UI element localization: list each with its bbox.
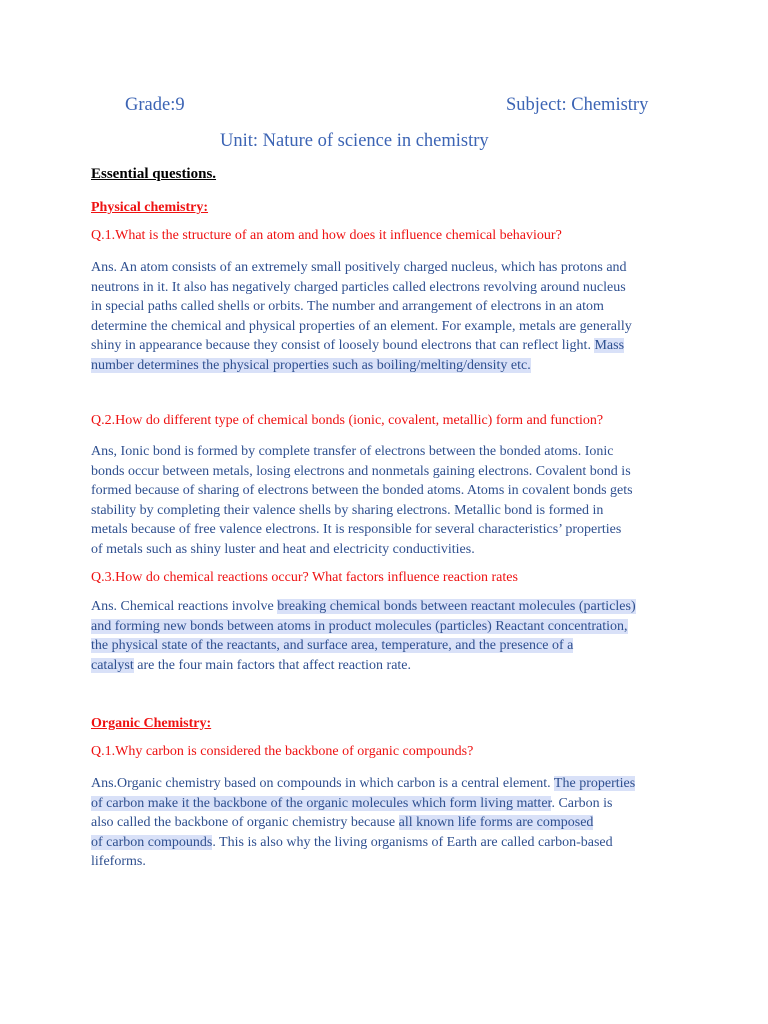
- answer-line: formed because of sharing of electrons between the bonded atoms. Atoms in covalent bonds gets: [91, 483, 633, 499]
- answer-text: are the four main factors that affect reaction rate.: [133, 657, 412, 673]
- physical-chemistry-heading: Physical chemistry:: [91, 200, 209, 215]
- answer-line: in special paths called shells or orbits. The number and arrangement of electrons in an atom: [91, 299, 604, 315]
- highlight-text: breaking chemical bonds between reactant molecules (particles): [277, 599, 636, 614]
- physical-question-2: Q.2.How do different type of chemical bonds (ionic, covalent, metallic) form and function?: [91, 413, 604, 428]
- physical-question-1: Q.1.What is the structure of an atom and how does it influence chemical behaviour?: [91, 228, 562, 243]
- answer-line: shiny in appearance because they consist of loosely bound electrons that can reflect light.: [91, 338, 591, 354]
- answer-line: neutrons in it. It also has negatively charged particles called electrons revolving around nucleus: [91, 279, 626, 295]
- highlight-text: Mass: [594, 338, 625, 354]
- answer-line: bonds occur between metals, losing electrons and nonmetals gaining electrons. Covalent bond is: [91, 463, 631, 479]
- physical-question-3: Q.3.How do chemical reactions occur? What factors influence reaction rates: [91, 570, 518, 585]
- answer-text: . Carbon is: [551, 795, 613, 811]
- physical-answer-1: [91, 258, 691, 376]
- answer-line: stability by completing their valence shells by sharing electrons. Metallic bond is formed in: [91, 502, 604, 518]
- physical-answer-2: [91, 442, 691, 560]
- highlight-text: of carbon make it the backbone of the organic molecules which form living matter: [91, 795, 552, 811]
- answer-text: Ans.Organic chemistry based on compounds in which carbon is a central element.: [91, 776, 554, 791]
- organic-question-1: Q.1.Why carbon is considered the backbone of organic compounds?: [91, 744, 474, 759]
- essential-questions-heading: Essential questions.: [91, 166, 217, 182]
- subject-label: Subject: Chemistry: [506, 95, 649, 115]
- answer-line: Ans, Ionic bond is formed by complete transfer of electrons between the bonded atoms. Ionic: [91, 444, 614, 459]
- unit-title: Unit: Nature of science in chemistry: [220, 131, 489, 151]
- answer-line: metals because of free valence electrons. It is responsible for several characteristics’ properties: [91, 522, 622, 538]
- answer-text: Ans. Chemical reactions involve: [91, 599, 278, 614]
- answer-text: also called the backbone of organic chemistry because: [91, 815, 399, 831]
- physical-answer-3: [91, 597, 691, 675]
- organic-chemistry-heading: Organic Chemistry:: [91, 716, 212, 731]
- grade-label: Grade:9: [125, 95, 185, 115]
- answer-line: lifeforms.: [91, 854, 146, 870]
- highlight-text: and forming new bonds between atoms in product molecules (particles) Reactant concentration,: [91, 618, 628, 634]
- highlight-text: catalyst: [91, 657, 134, 673]
- highlight-text: number determines the physical properties such as boiling/melting/density etc.: [91, 357, 531, 373]
- answer-line: Ans. An atom consists of an extremely small positively charged nucleus, which has protons and: [91, 260, 627, 275]
- highlight-text: of carbon compounds: [91, 834, 213, 850]
- highlight-text: all known life forms are composed: [398, 815, 594, 831]
- answer-text: . This is also why the living organisms of Earth are called carbon-based: [212, 834, 613, 850]
- highlight-text: the physical state of the reactants, and surface area, temperature, and the presence of a: [91, 638, 574, 654]
- organic-answer-1: [91, 774, 691, 872]
- highlight-text: The properties: [553, 776, 636, 791]
- answer-line: of metals such as shiny luster and heat and electricity conductivities.: [91, 541, 475, 557]
- answer-line: determine the chemical and physical properties of an element. For example, metals are generally: [91, 318, 632, 334]
